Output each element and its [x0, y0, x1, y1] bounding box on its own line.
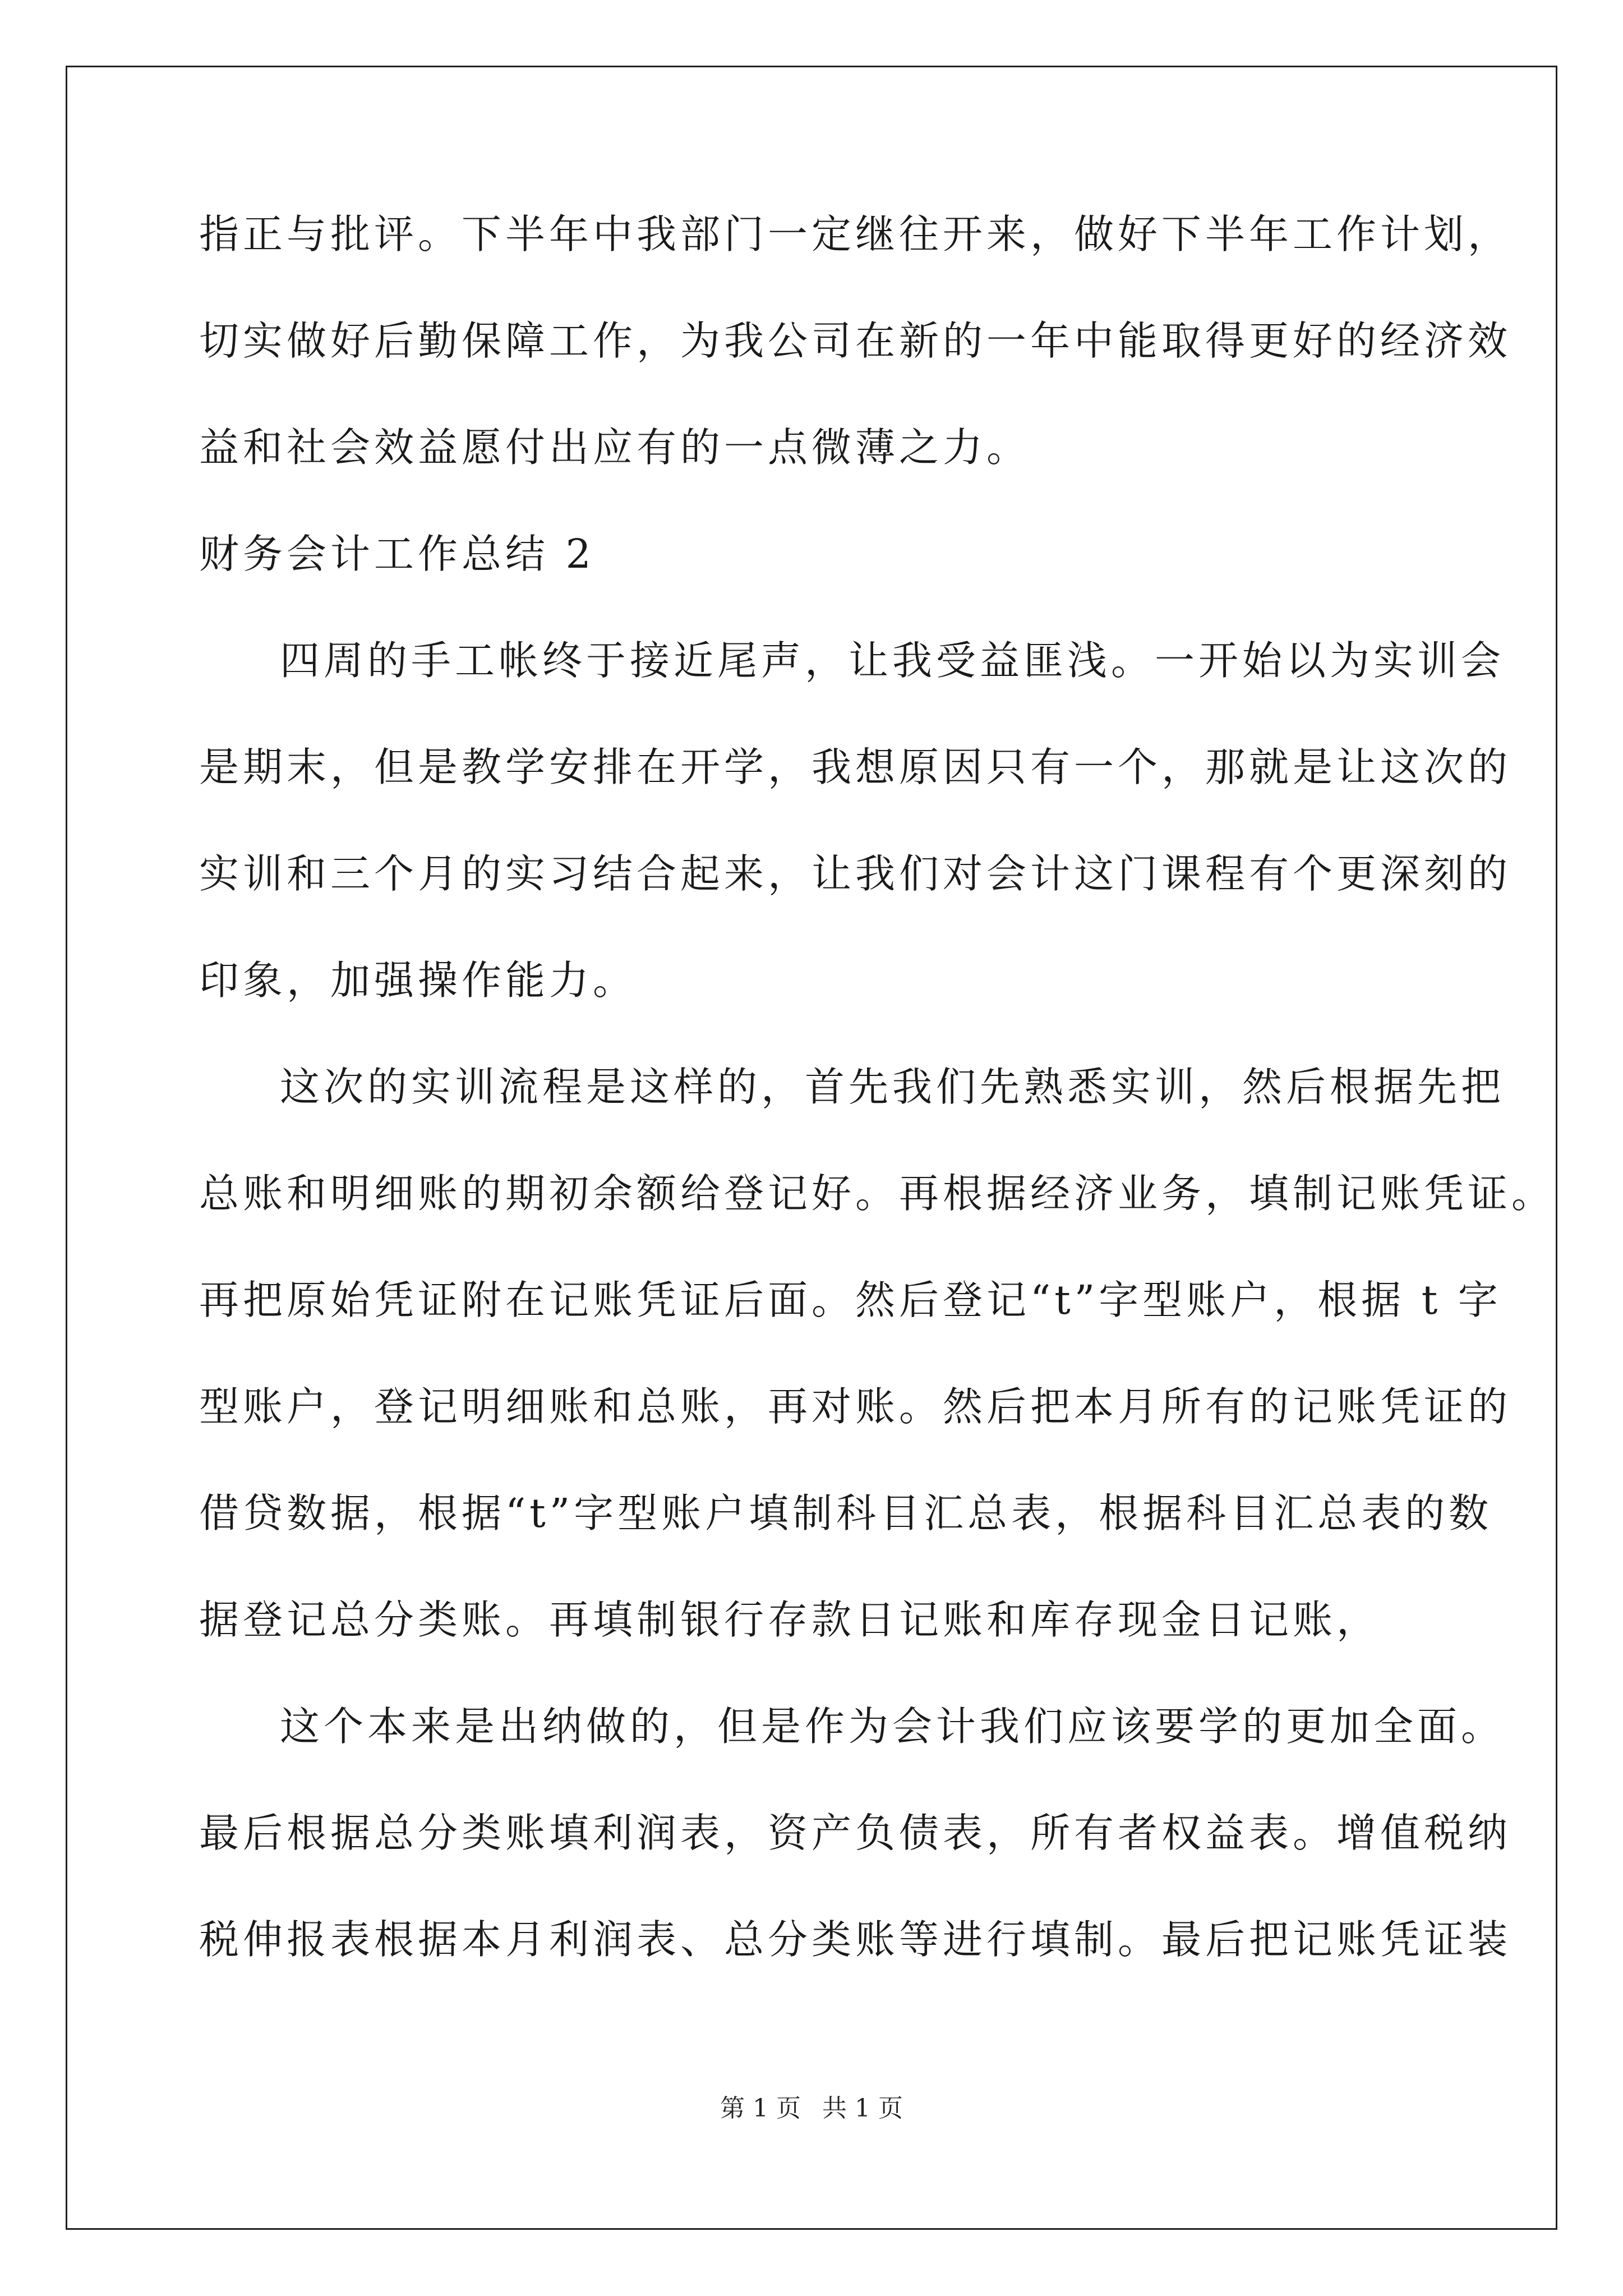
page-total: 共 1 页	[822, 2094, 903, 2123]
text-line-8: 印象，加强操作能力。	[199, 957, 637, 1004]
text-line-11: 再把原始凭证附在记账凭证后面。然后登记“t”字型账户，根据 t 字	[199, 1277, 1502, 1323]
text-line-7: 实训和三个月的实习结合起来，让我们对会计这门课程有个更深刻的	[199, 850, 1512, 897]
text-line-15: 这个本来是出纳做的，但是作为会计我们应该要学的更加全面。	[280, 1703, 1505, 1750]
text-line-13: 借贷数据，根据“t”字型账户填制科目汇总表，根据科目汇总表的数	[199, 1490, 1493, 1536]
text-line-2: 切实做好后勤保障工作，为我公司在新的一年中能取得更好的经济效	[199, 318, 1512, 364]
text-line-17: 税伸报表根据本月利润表、总分类账等进行填制。最后把记账凭证装	[199, 1916, 1512, 1963]
page-footer	[0, 2092, 1623, 2125]
text-line-5: 四周的手工帐终于接近尾声，让我受益匪浅。一开始以为实训会	[280, 637, 1505, 684]
text-line-10: 总账和明细账的期初余额给登记好。再根据经济业务，填制记账凭证。	[199, 1170, 1556, 1217]
text-line-9: 这次的实训流程是这样的，首先我们先熟悉实训，然后根据先把	[280, 1064, 1505, 1110]
document-body	[199, 208, 1556, 2019]
text-line-14: 据登记总分类账。再填制银行存款日记账和库存现金日记账，	[199, 1596, 1381, 1643]
text-line-1: 指正与批评。下半年中我部门一定继往开来，做好下半年工作计划，	[199, 211, 1512, 257]
page-number: 第 1 页	[720, 2094, 801, 2123]
section-heading: 财务会计工作总结 2	[199, 531, 595, 577]
text-line-3: 益和社会效益愿付出应有的一点微薄之力。	[199, 424, 1031, 471]
text-line-6: 是期末，但是教学安排在开学，我想原因只有一个，那就是让这次的	[199, 744, 1512, 790]
text-line-16: 最后根据总分类账填利润表，资产负债表，所有者权益表。增值税纳	[199, 1810, 1512, 1856]
text-line-12: 型账户，登记明细账和总账，再对账。然后把本月所有的记账凭证的	[199, 1383, 1512, 1430]
